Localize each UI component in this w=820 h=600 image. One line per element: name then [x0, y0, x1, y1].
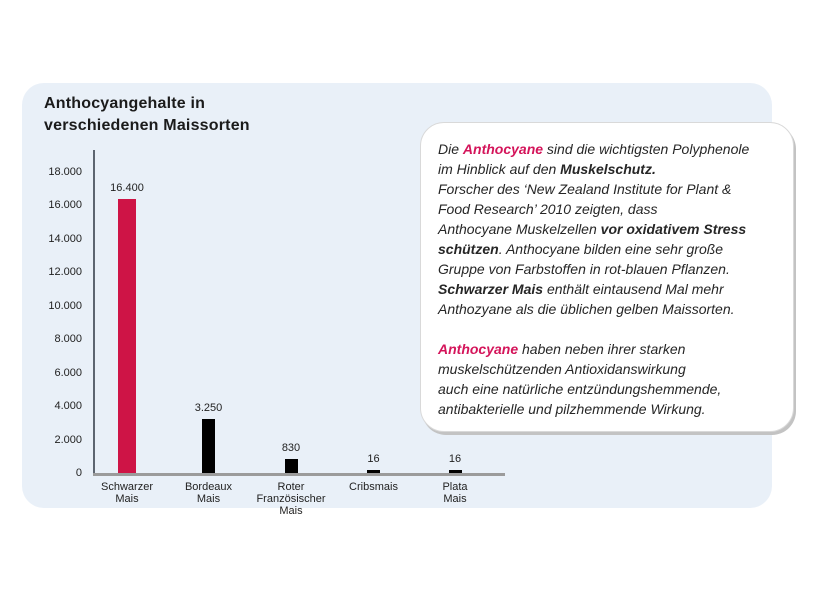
info-text: enthält eintausend Mal mehr [543, 281, 724, 297]
info-text: haben neben ihrer starken [518, 341, 686, 357]
category-label [166, 481, 252, 505]
y-tick-label: 16.000 [48, 199, 82, 212]
info-text: Gruppe von Farbstoffen in rot-blauen Pflanzen. [438, 261, 730, 277]
category-label-line: Roter [277, 481, 305, 493]
y-tick-label: 4.000 [54, 400, 82, 413]
info-paragraph [438, 139, 777, 319]
bar-value-label: 16 [448, 453, 462, 465]
info-text: schützen [438, 241, 499, 257]
x-axis-line [93, 473, 505, 476]
bar-roter-franz-sischer-mais [285, 459, 298, 473]
category-label-line: Bordeaux [184, 481, 233, 493]
info-text: Anthocyane Muskelzellen [438, 221, 601, 237]
info-text: Muskelschutz. [560, 161, 656, 177]
chart-title-line2: verschiedenen Maissorten [44, 117, 250, 134]
category-label-line: Französischer [256, 493, 326, 505]
info-text: vor oxidativem Stress [600, 221, 747, 237]
category-label-line: Schwarzer [101, 481, 153, 493]
bar-schwarzer-mais [118, 199, 136, 473]
y-axis-line [93, 150, 95, 476]
info-text: Schwarzer Mais [438, 281, 544, 297]
y-tick-label: 12.000 [48, 266, 82, 279]
info-text: im Hinblick auf den [438, 161, 561, 177]
info-text: Anthozyane als die üblichen gelben Maissorten. [438, 301, 735, 317]
info-text: Forscher des ‘New Zealand Institute for Plant & [438, 181, 732, 197]
info-text: Die [438, 141, 463, 157]
info-text: muskelschützenden Antioxidanswirkung [438, 361, 686, 377]
category-label [331, 481, 417, 493]
y-tick-label: 10.000 [48, 299, 82, 312]
y-tick-label: 8.000 [54, 333, 82, 346]
y-tick-label: 14.000 [48, 232, 82, 245]
bar-value-label: 16.400 [110, 181, 144, 194]
category-label-line: Cribsmais [349, 481, 398, 493]
bar-value-label: 3.250 [194, 401, 223, 414]
info-paragraph [438, 339, 777, 419]
category-label [248, 481, 334, 517]
y-tick-label: 18.000 [48, 166, 82, 178]
y-tick-label: 6.000 [54, 366, 82, 379]
y-tick-label: 2.000 [54, 433, 82, 446]
chart-title-line1: Anthocyangehalte in [44, 95, 206, 112]
info-text: Food Research’ 2010 zeigten, dass [438, 201, 658, 217]
category-label-line: Mais [279, 505, 303, 517]
bar-value-label: 830 [281, 442, 301, 455]
category-label-line: Mais [196, 493, 221, 505]
category-label-line: Plata [442, 481, 468, 493]
bar-plata-mais [449, 470, 462, 473]
bar-bordeaux-mais [202, 419, 215, 473]
info-text: sind die wichtigsten Polyphenole [543, 141, 750, 157]
bar-value-label: 16 [367, 453, 380, 465]
highlighted-term: Anthocyane [438, 341, 519, 357]
bar-cribsmais [367, 470, 380, 473]
y-tick-label: 0 [75, 467, 82, 479]
category-label-line: Mais [443, 493, 467, 505]
info-box [420, 122, 794, 432]
category-label-line: Mais [115, 493, 139, 505]
info-text: antibakterielle und pilzhemmende Wirkung. [438, 401, 706, 417]
highlighted-term: Anthocyane [462, 141, 544, 157]
info-text: . Anthocyane bilden eine sehr große [498, 241, 724, 257]
category-label [84, 481, 170, 505]
info-text: auch eine natürliche entzündungshemmende, [438, 381, 722, 397]
category-label [412, 481, 498, 505]
